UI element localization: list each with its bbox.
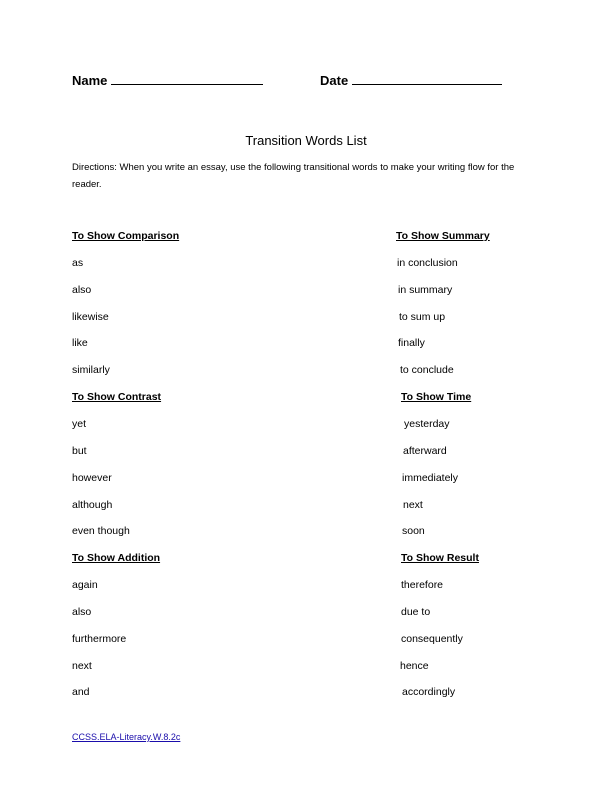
list-item: also: [72, 284, 92, 296]
page-title: Transition Words List: [245, 133, 367, 148]
list-item: also: [72, 606, 92, 618]
list-item: furthermore: [72, 633, 127, 645]
list-item: in conclusion: [397, 257, 458, 269]
list-item: next: [403, 499, 423, 511]
name-blank: [111, 72, 263, 85]
heading-addition: To Show Addition: [72, 552, 161, 564]
list-item: to conclude: [400, 364, 454, 376]
list-item: to sum up: [399, 311, 446, 323]
heading-contrast: To Show Contrast: [72, 391, 162, 403]
list-item: again: [72, 579, 98, 591]
list-item: therefore: [401, 579, 444, 591]
list-item: like: [72, 337, 88, 349]
list-item: in summary: [398, 284, 453, 296]
date-field: [320, 72, 502, 88]
list-item: yesterday: [404, 418, 450, 430]
list-item: hence: [400, 660, 429, 672]
list-item: finally: [398, 337, 425, 349]
heading-comparison: To Show Comparison: [72, 230, 180, 242]
list-item: as: [72, 257, 84, 269]
heading-result: To Show Result: [401, 552, 479, 564]
list-item: likewise: [72, 311, 109, 323]
list-item: although: [72, 499, 113, 511]
list-item: even though: [72, 525, 130, 537]
list-item: and: [72, 686, 90, 698]
heading-summary: To Show Summary: [396, 230, 490, 242]
list-item: but: [72, 445, 87, 457]
heading-time: To Show Time: [401, 391, 472, 403]
list-item: yet: [72, 418, 87, 430]
list-item: accordingly: [402, 686, 456, 698]
name-field: [72, 72, 263, 88]
list-item: due to: [401, 606, 431, 618]
list-item: afterward: [403, 445, 447, 457]
list-item: similarly: [72, 364, 110, 376]
date-label: Date: [320, 73, 349, 88]
directions-text: Directions: When you write an essay, use the following transitional words to make your writing flow for the reader.: [72, 162, 515, 190]
list-item: soon: [402, 525, 425, 537]
list-item: immediately: [402, 472, 459, 484]
list-item: however: [72, 472, 112, 484]
name-label: Name: [72, 73, 108, 88]
list-item: consequently: [401, 633, 463, 645]
date-blank: [352, 72, 502, 85]
list-item: next: [72, 660, 92, 672]
standard-link[interactable]: CCSS.ELA-Literacy.W.8.2c: [72, 732, 181, 742]
